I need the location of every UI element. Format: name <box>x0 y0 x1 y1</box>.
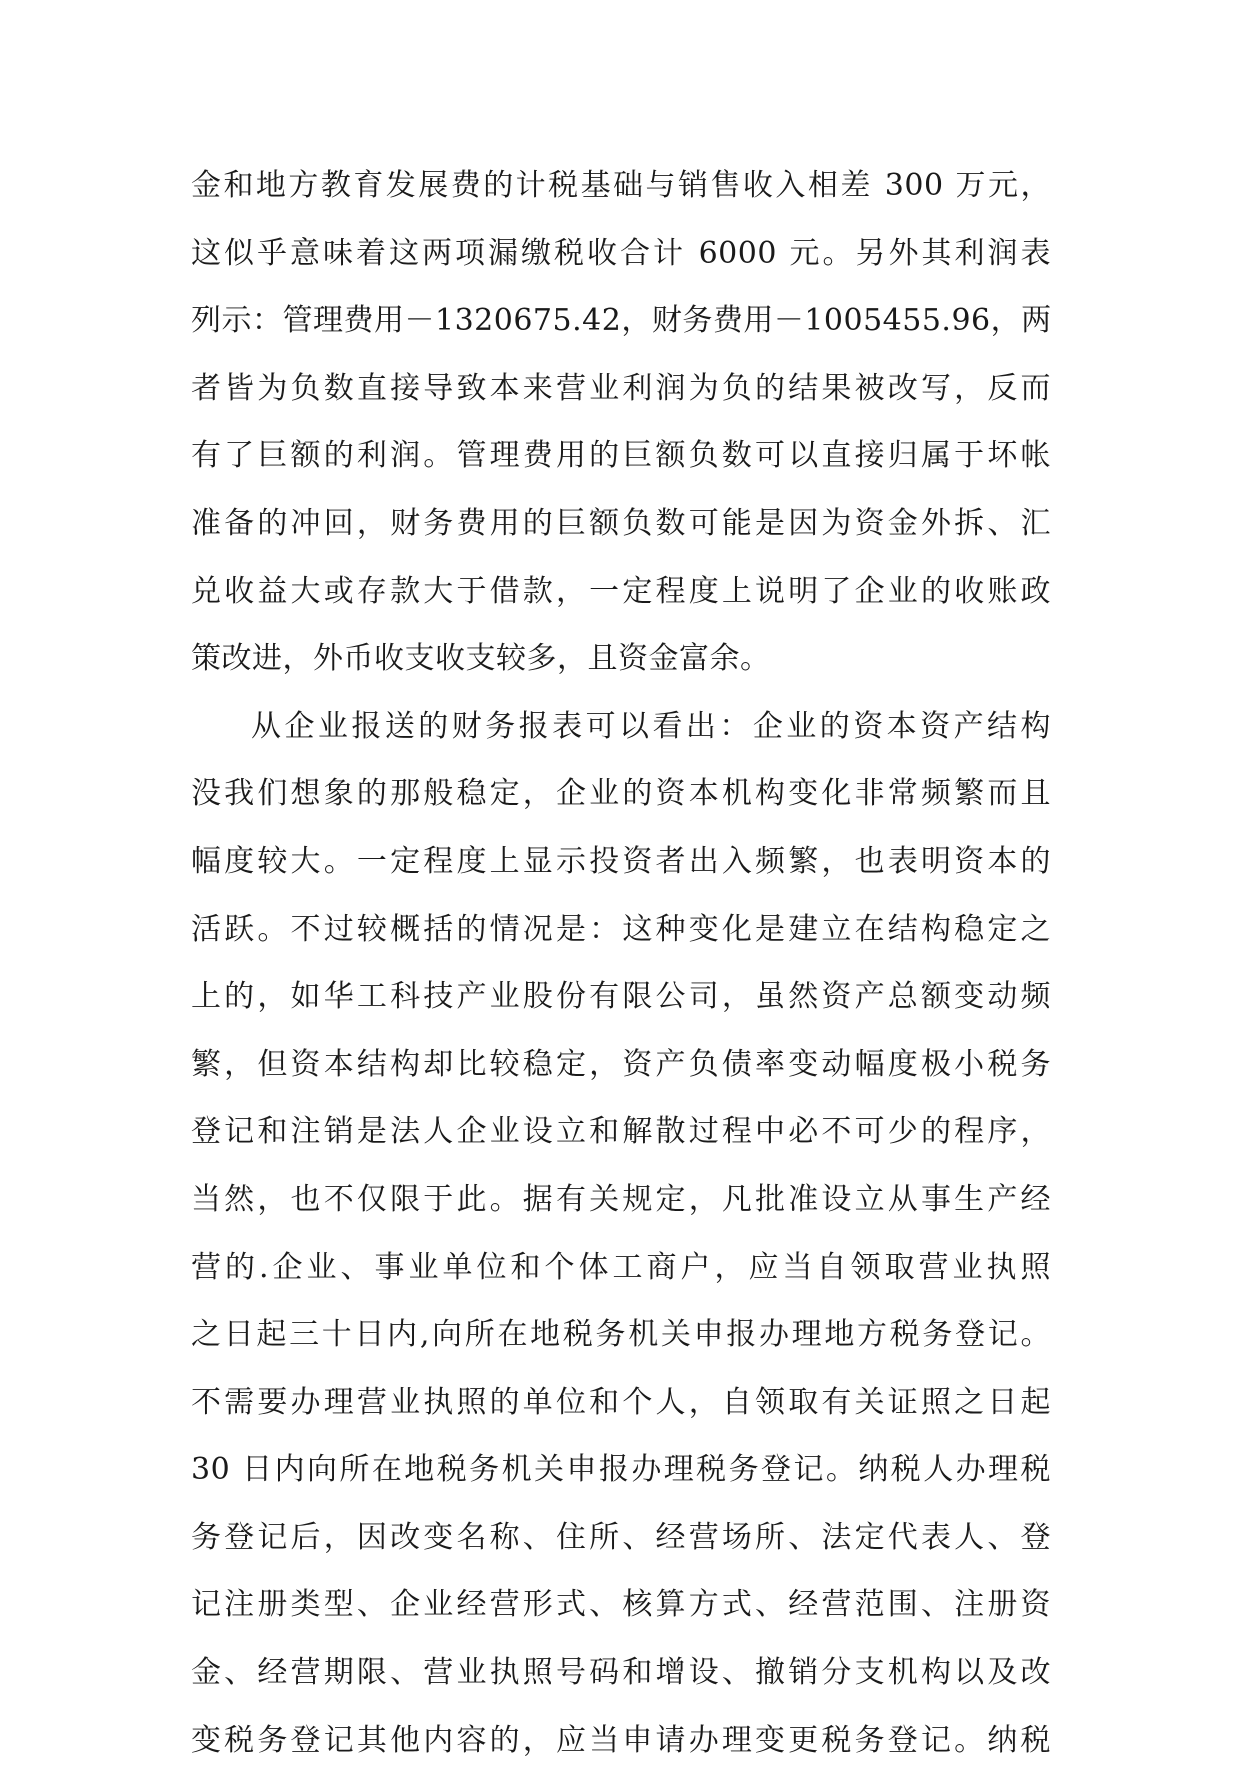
text-line: 准备的冲回，财务费用的巨额负数可能是因为资金外拆、汇 <box>191 505 1051 541</box>
text-line: 从企业报送的财务报表可以看出：企业的资本资产结构 <box>251 708 1051 744</box>
text-line: 这似乎意味着这两项漏缴税收合计 6000 元。另外其利润表 <box>191 235 1051 271</box>
text-line: 者皆为负数直接导致本来营业利润为负的结果被改写，反而 <box>191 370 1051 406</box>
text-line: 不需要办理营业执照的单位和个人，自领取有关证照之日起 <box>191 1384 1051 1420</box>
text-line: 营的.企业、事业单位和个体工商户，应当自领取营业执照 <box>191 1249 1051 1285</box>
paragraph-1 <box>191 165 1051 680</box>
text-line: 策改进，外币收支收支较多，且资金富余。 <box>191 641 771 677</box>
text-line: 30 日内向所在地税务机关申报办理税务登记。纳税人办理税 <box>191 1452 1051 1488</box>
text-line: 登记和注销是法人企业设立和解散过程中必不可少的程序， <box>191 1114 1051 1150</box>
body-text <box>191 165 1051 1787</box>
text-line: 金、经营期限、营业执照号码和增设、撤销分支机构以及改 <box>191 1655 1051 1691</box>
text-line: 之日起三十日内,向所在地税务机关申报办理地方税务登记。 <box>191 1317 1051 1353</box>
text-line: 有了巨额的利润。管理费用的巨额负数可以直接归属于坏帐 <box>191 438 1051 474</box>
text-line: 记注册类型、企业经营形式、核算方式、经营范围、注册资 <box>191 1587 1051 1623</box>
paragraph-2 <box>191 706 1051 1762</box>
text-line: 当然，也不仅限于此。据有关规定，凡批准设立从事生产经 <box>191 1181 1051 1217</box>
text-line: 没我们想象的那般稳定，企业的资本机构变化非常频繁而且 <box>191 776 1051 812</box>
text-line: 幅度较大。一定程度上显示投资者出入频繁，也表明资本的 <box>191 843 1051 879</box>
text-line: 繁，但资本结构却比较稳定，资产负债率变动幅度极小税务 <box>191 1046 1051 1082</box>
text-line: 金和地方教育发展费的计税基础与销售收入相差 300 万元， <box>191 168 1051 203</box>
text-line: 变税务登记其他内容的，应当申请办理变更税务登记。纳税 <box>191 1722 1051 1758</box>
text-line: 列示：管理费用－1320675.42，财务费用－1005455.96，两 <box>191 303 1052 339</box>
text-line: 上的，如华工科技产业股份有限公司，虽然资产总额变动频 <box>191 979 1051 1015</box>
text-line: 兑收益大或存款大于借款，一定程度上说明了企业的收账政 <box>191 573 1051 609</box>
text-line: 活跃。不过较概括的情况是：这种变化是建立在结构稳定之 <box>191 911 1051 947</box>
text-line: 务登记后，因改变名称、住所、经营场所、法定代表人、登 <box>191 1519 1051 1555</box>
